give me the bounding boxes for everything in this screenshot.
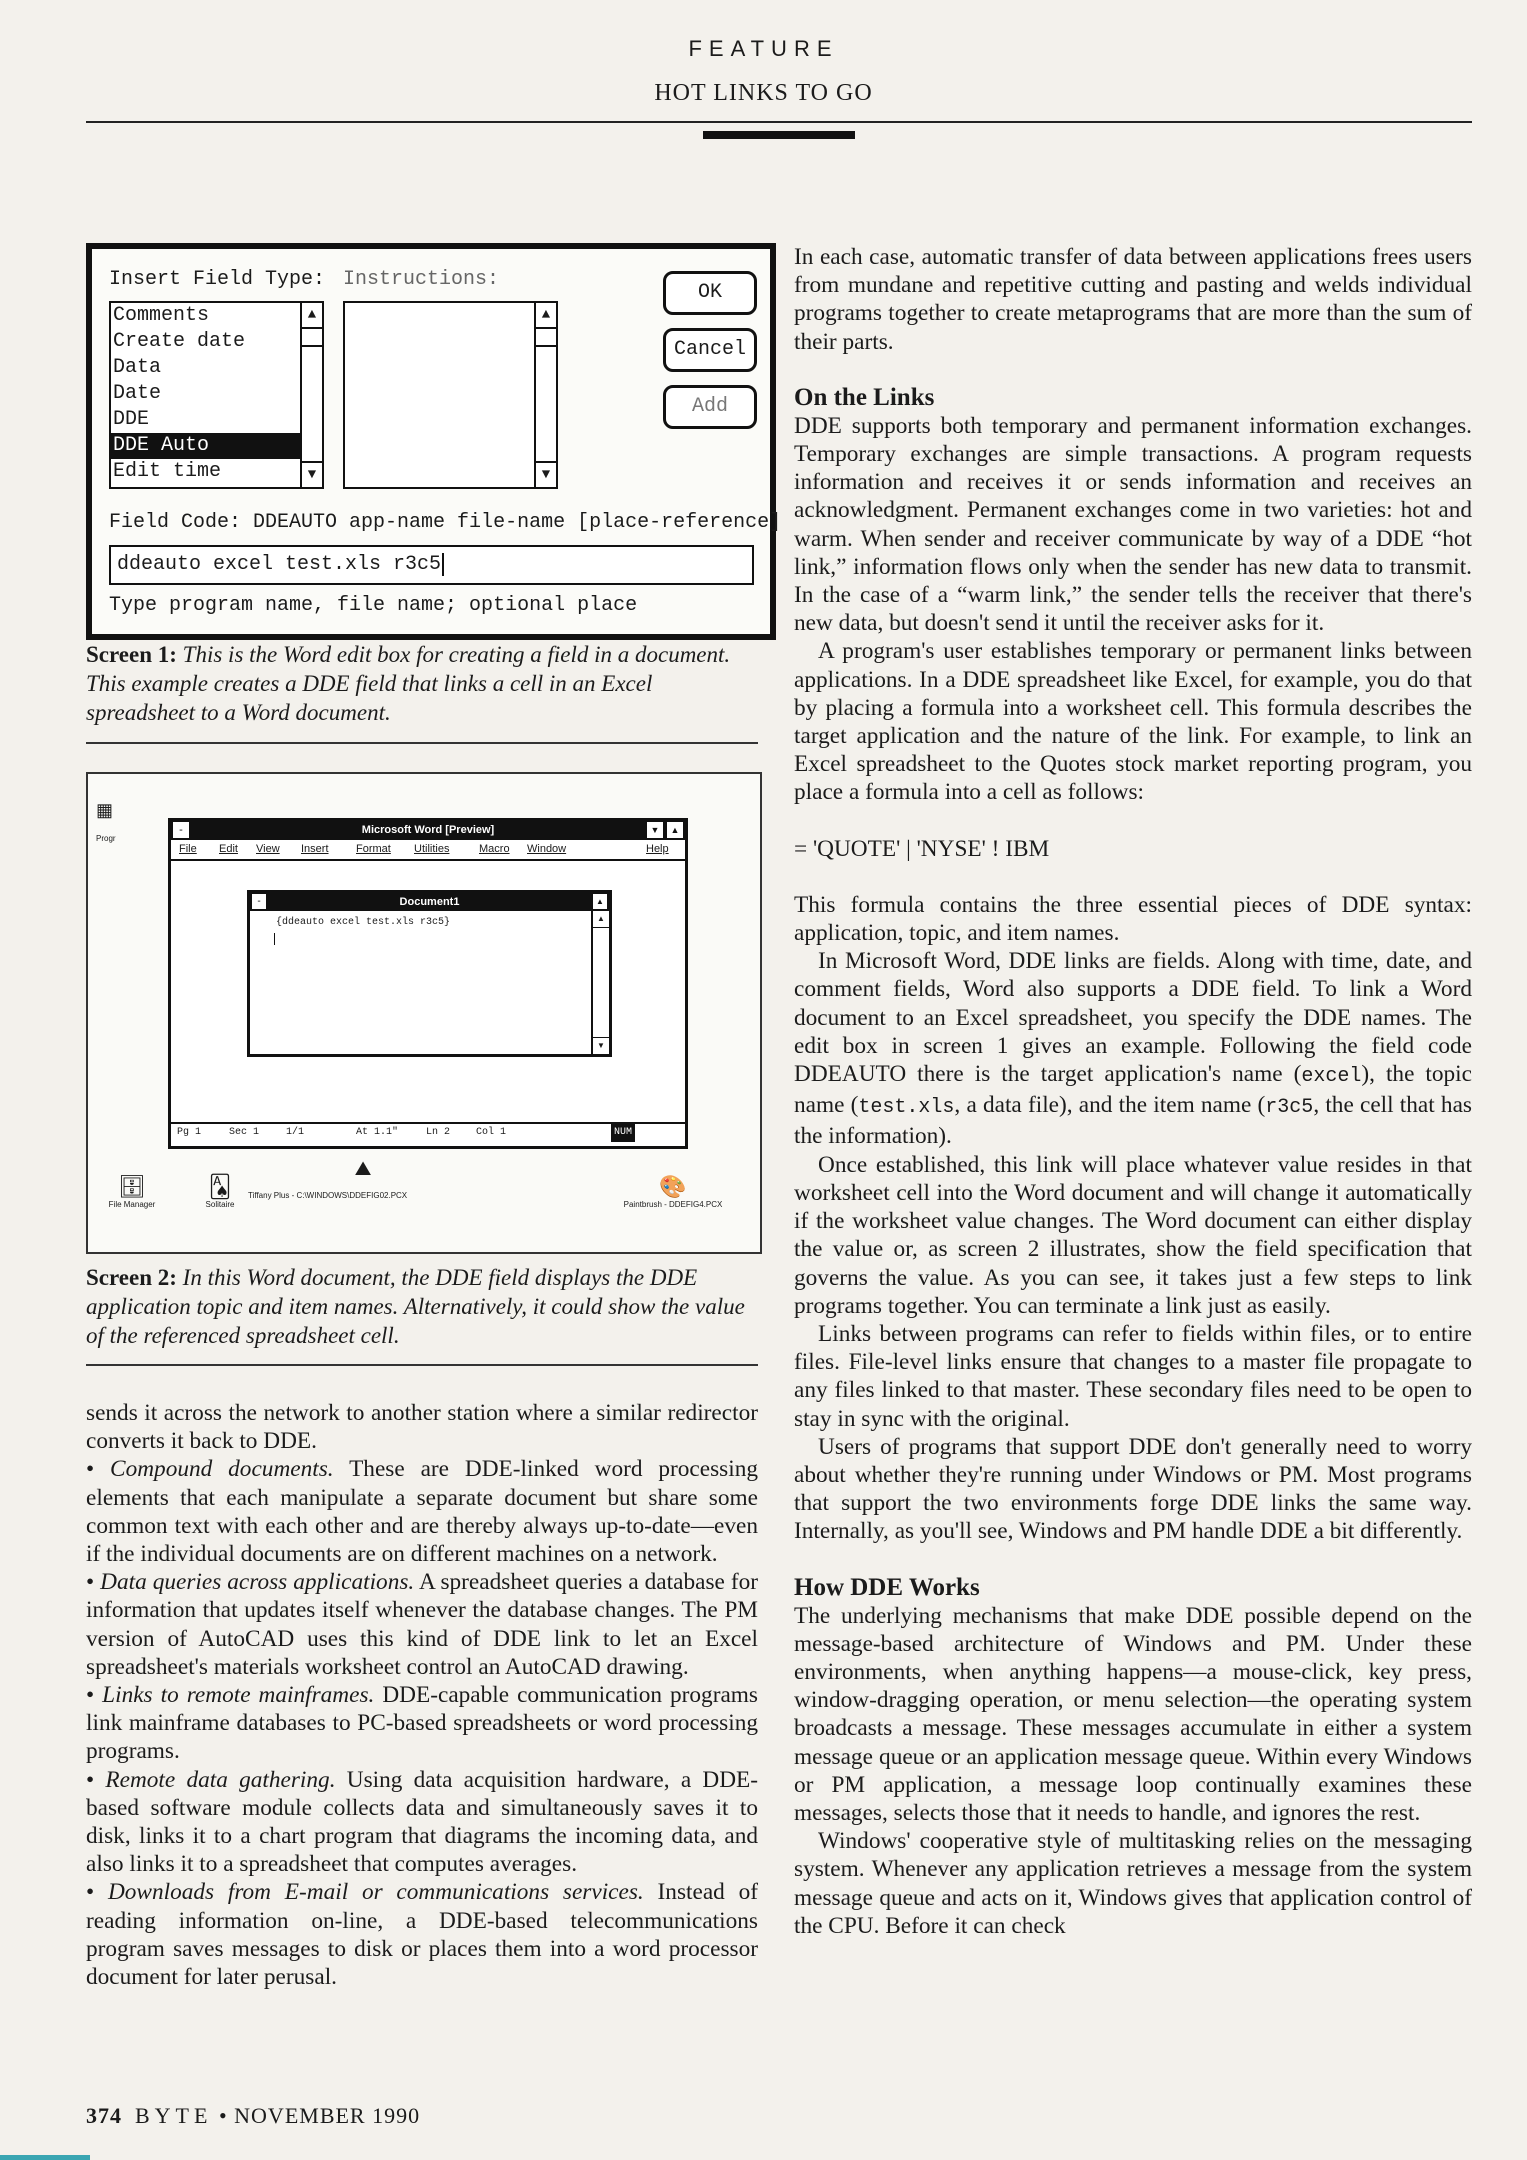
bullet-lead: Compound documents. [110,1456,334,1483]
system-menu-icon[interactable]: - [173,822,189,838]
status-section: Sec 1 [229,1127,260,1138]
menu-macro[interactable]: Macro [479,843,510,855]
cancel-button[interactable]: Cancel [663,328,757,372]
field-edit-value: ddeauto excel test.xls r3c5 [117,553,442,576]
doc-maximize-icon[interactable]: ▲ [593,894,607,909]
field-type-scrollbar[interactable] [300,303,322,487]
right-column [794,243,1472,1940]
section-kicker: FEATURE [688,36,839,61]
paragraph [794,1320,1472,1433]
field-type-option[interactable]: Date [113,382,162,405]
paragraph-text: In Microsoft Word, DDE links are fields. Along with time, date, and comment fields, Word also supports a DDE field. To link a Word document to an Excel spreadsheet, you specify the DDE names. The edit box in screen 1 gives an example. Following the field code DDEAUTO there is the target application's name ( [794,948,1472,1088]
folio [86,2103,420,2129]
program-manager-label: Progr [96,834,116,843]
paragraph-text: , a data file), and the item name ( [954,1092,1266,1119]
instructions-label: Instructions: [343,268,500,291]
formula: = 'QUOTE' | 'NYSE' ! IBM [794,835,1050,862]
bullet-item: • Links to remote mainframes. DDE-capable communication programs link mainframe databases to PC-based spreadsheets or word processing programs. [86,1682,758,1765]
menu-insert[interactable]: Insert [301,843,329,855]
bullet-text: Instead of reading information on-line, a DDE-based telecommunications program saves messages to disk or places them into a word processor document for later perusal. [86,1879,758,1991]
scroll-up-icon[interactable]: ▲ [593,911,609,928]
scroll-up-icon[interactable]: ▲ [302,303,322,329]
bullet-item: • Remote data gathering. Using data acquisition hardware, a DDE-based software module collects data and simultaneously saves it to disk, links it to a chart program that diagrams the incoming data, and also links it to a spreadsheet that computes averages. [86,1766,759,1878]
header-rule [86,121,1472,123]
paragraph-text: Once established, this link will place whatever value resides in that worksheet cell into the Word document and will change it automatically if the worksheet value changes. The Word document can either display the value or, as screen 2 illustrates, show the field specification that governs the value. As you can see, it takes just a few steps to link programs together. You can terminate a link just as easily. [794,1151,1472,1319]
section-heading: How DDE Works [794,1573,980,1601]
insertion-point [274,933,275,945]
code-app: excel [1301,1065,1362,1089]
field-type-option[interactable]: DDE Auto [111,433,322,459]
paragraph [794,1433,1472,1546]
dde-field-code[interactable]: {ddeauto excel test.xls r3c5} [276,917,451,928]
paragraph-text: Users of programs that support DDE don't generally need to worry about whether they're running under Windows or PM. Most programs that support the two environments forge DDE links the same way. Internally, as you'll see, Windows and PM handle DDE a bit differently. [794,1433,1472,1545]
menu-view[interactable]: View [256,843,280,855]
instructions-scrollbar[interactable] [534,303,556,487]
menu-utilities[interactable]: Utilities [414,843,450,855]
paintbrush-icon[interactable]: 🎨 Paintbrush - DDEFIG4.PCX [603,1174,743,1209]
program-manager-icon: ▦ [96,800,114,820]
left-column [86,1399,758,1991]
bullet-item: • Downloads from E-mail or communications services. Instead of reading information on-line, a DDE-based telecommunications program saves messages to disk or places them into a word processor document for later perusal. [86,1879,758,1991]
doc-scrollbar[interactable] [591,911,609,1054]
menu-format[interactable]: Format [356,843,391,855]
ok-button[interactable]: OK [663,271,757,315]
menu-help[interactable]: Help [646,843,669,855]
paragraph [794,412,1472,638]
section-heading: On the Links [794,383,935,411]
code-item: r3c5 [1265,1096,1314,1120]
status-at: At 1.1" [356,1127,399,1138]
screen2-caption [86,1263,746,1350]
bullet-item: • Compound documents. These are DDE-linked word processing elements that each manipulate a separate document but share some common text with each other and are thereby always up-to-date—even if the individual documents are on different machines on a network. [86,1456,759,1568]
paragraph-text: Windows' cooperative style of multitasking relies on the messaging system. Whenever any application retrieves a message from the system message queue and acts on it, Windows gives that application control of the CPU. Before it can check [794,1828,1472,1939]
bullet-lead: Remote data gathering. [105,1766,336,1793]
paintbrush-label: Paintbrush - DDEFIG4.PCX [623,1200,723,1209]
paragraph [794,1827,1472,1940]
edge-mark [0,2155,90,2160]
solitaire-icon[interactable]: 🂡 Solitaire [200,1174,240,1209]
scroll-up-icon[interactable]: ▲ [536,303,556,329]
issue-date: NOVEMBER 1990 [234,2103,421,2128]
status-bar [171,1122,685,1142]
field-type-option[interactable]: DDE [113,408,150,431]
screen1-caption-text: This is the Word edit box for creating a field in a document. This example creates a DDE field that links a cell in an Excel spreadsheet to a Word document. [86,642,731,725]
field-type-option[interactable]: Data [113,356,162,379]
field-type-label: Insert Field Type: [109,268,326,291]
maximize-icon[interactable]: ▲ [667,822,683,838]
paragraph-text: , the cell that has the information). [794,1092,1472,1150]
bullet-lead: Downloads from E-mail or communications services. [107,1879,644,1906]
screen2-caption-text: In this Word document, the DDE field displays the DDE application topic and item names. Alternatively, it could show the value of the referenced spreadsheet cell. [86,1265,745,1348]
header-bar [703,131,855,139]
minimize-icon[interactable]: ▼ [647,822,663,838]
paragraph [794,243,1472,356]
screen2-caption-label: Screen 2: [86,1265,177,1290]
status-pages: 1/1 [286,1127,305,1138]
scroll-down-icon[interactable]: ▼ [302,461,322,487]
bullet-text: DDE-capable communication programs link mainframe databases to PC-based spreadsheets or word processing programs. [86,1682,758,1765]
bullet-text: Using data acquisition hardware, a DDE-based software module collects data and simultaneously saves it to disk, links it to a chart program that diagrams the incoming data, and also links it to a spreadsheet that computes averages. [86,1766,759,1878]
running-head: HOT LINKS TO GO [654,80,873,106]
doc-system-menu-icon[interactable]: - [252,894,266,909]
field-type-option[interactable]: Create date [113,330,246,353]
paragraph-text: A program's user establishes temporary or permanent links between applications. In a DDE spreadsheet like Excel, for example, you do that by placing a formula into a worksheet cell. This formula describes the target application and the nature of the link. For example, to link an Excel spreadsheet to the Quotes stock market reporting program, you place a formula into a cell as follows: [794,638,1472,806]
page-number: 374 [86,2103,122,2128]
add-button[interactable]: Add [663,385,757,429]
status-line: Ln 2 [426,1127,451,1138]
field-type-option[interactable]: Comments [113,304,210,327]
caption-rule [86,1364,758,1366]
screen1-caption-label: Screen 1: [86,642,177,667]
magazine-name: BYTE [135,2103,213,2128]
paragraph-text: This formula contains the three essential pieces of DDE syntax: application, topic, and item names. [794,891,1472,947]
bullet-item: • Data queries across applications. A spreadsheet queries a database for information that updates itself whenever the database changes. The PM version of AutoCAD uses this kind of DDE link to let an Excel spreadsheet's materials worksheet control an AutoCAD drawing. [86,1569,759,1680]
bullet-lead: Links to remote mainframes. [102,1682,375,1709]
text-cursor [442,553,444,576]
status-page: Pg 1 [177,1127,202,1138]
field-hint: Type program name, file name; optional place [109,594,638,617]
code-topic: test.xls [858,1096,955,1120]
paragraph-text: In each case, automatic transfer of data between applications frees users from mundane and repetitive cutting and pasting and welds individual programs together to create metaprograms that are more than the sum of their parts. [794,244,1472,355]
menu-edit[interactable]: Edit [219,843,238,855]
paragraph-text: The underlying mechanisms that make DDE possible depend on the message-based architecture of Windows and PM. Under these environments, when anything happens—a mouse-click, key press, window-dragging operation, or menu selection—the operating system broadcasts a message. These messages accumulate in either a system message queue or an application message queue. Within every Windows or PM application, a message loop continually examines these messages, selects those that it needs to handle, and ignores the rest. [794,1602,1472,1826]
paragraph-text: ), the topic name ( [794,1061,1472,1119]
scroll-down-icon[interactable]: ▼ [593,1037,609,1054]
word-screenshot [86,772,762,1254]
bullet-text: A spreadsheet queries a database for information that updates itself whenever the database changes. The PM version of AutoCAD uses this kind of DDE link to let an Excel spreadsheet's materials worksheet control an AutoCAD drawing. [86,1569,759,1680]
file-manager-icon[interactable]: 🗄 File Manager [102,1174,162,1209]
bullet-lead: Data queries across applications. [100,1569,415,1596]
menu-bar [171,840,685,861]
paragraph [794,1602,1472,1828]
document-title: Document1 [250,893,609,911]
paragraph [794,947,1472,1150]
menu-file[interactable]: File [179,843,197,855]
paragraph [794,891,1472,947]
bullet: • [218,2103,228,2128]
insert-field-dialog [86,243,782,640]
paragraph [86,1399,758,1455]
screen1-caption [86,640,766,727]
paragraph-text: sends it across the network to another station where a similar redirector converts it back to DDE. [86,1400,758,1455]
paragraph [794,637,1472,806]
bullet-text: These are DDE-linked word processing elements that each manipulate a separate document but share some common text with each other and are thereby always up-to-date—even if the individual documents are on different machines on a network. [86,1456,759,1568]
caption-rule [86,742,758,744]
scroll-down-icon[interactable]: ▼ [536,461,556,487]
paragraph-text: DDE supports both temporary and permanent information exchanges. Temporary exchanges are simple transactions. A program requests information and receives it or sends information and receives an acknowledgment. Permanent exchanges come in two varieties: hot and warm. When sender and receiver communicate by way of a DDE “hot link,” information flows only when the sender has new data to transmit. In the case of a “warm link,” the sender tells the receiver that there's new data, but doesn't send it until the receiver asks for it. [794,412,1472,637]
status-num: NUM [611,1124,635,1142]
paragraph-text: Links between programs can refer to fields within files, or to entire files. File-level links ensure that changes to a master file propagate to any files linked to that master. These secondary files need to be open to stay in sync with the original. [794,1320,1472,1432]
tiffany-plus-label: Tiffany Plus - C:\WINDOWS\DDEFIG02.PCX [248,1191,408,1200]
field-type-option[interactable]: Edit time [113,460,222,483]
paragraph [794,1151,1472,1320]
file-manager-label: File Manager [108,1200,156,1209]
menu-window[interactable]: Window [527,843,567,855]
field-type-list[interactable] [109,301,324,489]
instructions-box [343,301,558,489]
field-code-line: Field Code: DDEAUTO app-name file-name [place-reference] [109,511,782,534]
document-window [247,890,612,1057]
status-col: Col 1 [476,1127,507,1138]
field-edit-input[interactable] [109,545,754,585]
solitaire-label: Solitaire [205,1200,235,1209]
word-title-bar: Microsoft Word [Preview] [171,821,685,840]
word-window [168,818,688,1149]
tiffany-plus-icon[interactable]: ⛰ Tiffany Plus - C:\WINDOWS\DDEFIG02.PCX [248,1158,478,1200]
